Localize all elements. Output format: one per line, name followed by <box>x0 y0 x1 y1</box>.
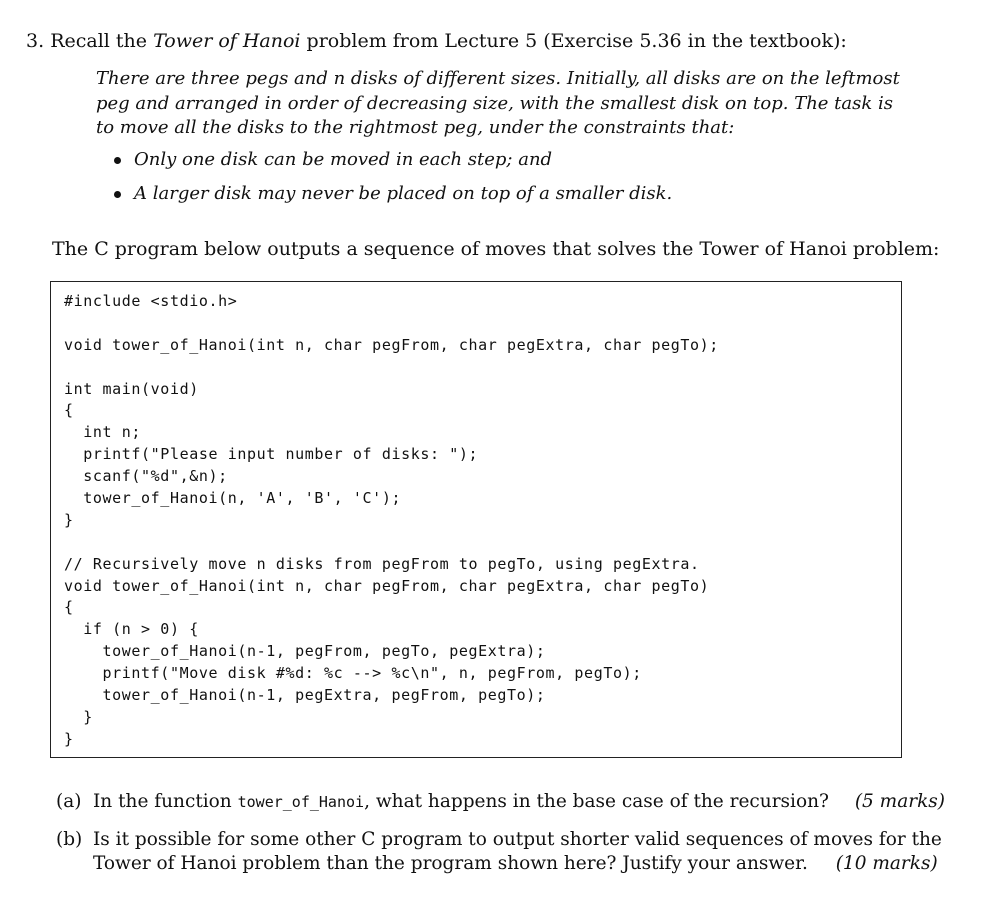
code-line: } <box>64 510 74 529</box>
code-line: tower_of_Hanoi(n-1, pegExtra, pegFrom, pegTo); <box>64 686 546 705</box>
question-text-before: Recall the <box>50 30 148 52</box>
part-b-line-2-row <box>93 852 938 876</box>
constraint-text: A larger disk may never be placed on top of a smaller disk. <box>134 183 673 204</box>
problem-line-3: to move all the disks to the rightmost peg, under the constraints that: <box>96 117 735 138</box>
code-line: printf("Move disk #%d: %c --> %c\n", n, pegFrom, pegTo); <box>64 664 642 683</box>
sub-questions <box>56 790 946 876</box>
code-line: #include <stdio.h> <box>64 292 238 310</box>
constraint-item <box>112 148 672 182</box>
problem-line-2: peg and arranged in order of decreasing size, with the smallest disk on top. The task is <box>96 92 893 114</box>
part-b <box>56 828 942 876</box>
question-title: Tower of Hanoi <box>153 30 301 52</box>
code-line <box>64 313 719 335</box>
code-line: if (n > 0) { <box>64 620 199 639</box>
code-listing-box <box>50 281 902 758</box>
code-listing <box>64 291 719 751</box>
code-line: int n; <box>64 423 142 442</box>
constraints-list <box>112 148 672 216</box>
part-a-marks: (5 marks) <box>854 791 946 812</box>
code-line: tower_of_Hanoi(n-1, pegFrom, pegTo, pegExtra); <box>64 642 546 661</box>
problem-line-1: There are three pegs and n disks of different sizes. Initially, all disks are on the leftmost <box>96 68 900 89</box>
part-b-line-2: Tower of Hanoi problem than the program shown here? Justify your answer. <box>93 853 808 874</box>
code-line: printf("Please input number of disks: "); <box>64 445 479 464</box>
program-intro: The C program below outputs a sequence of moves that solves the Tower of Hanoi problem: <box>52 238 940 260</box>
code-line: } <box>64 707 93 726</box>
bullet-icon <box>114 157 121 164</box>
part-a-text-before: In the function <box>93 791 232 812</box>
question-text-after: problem from Lecture 5 (Exercise 5.36 in the textbook): <box>306 30 847 52</box>
code-line: tower_of_Hanoi(n, 'A', 'B', 'C'); <box>64 489 402 508</box>
code-line: void tower_of_Hanoi(int n, char pegFrom, char pegExtra, char pegTo) <box>64 576 710 595</box>
code-line <box>64 532 719 554</box>
code-line: int main(void) <box>64 379 199 398</box>
part-a-text-after: , what happens in the base case of the recursion? <box>364 791 829 812</box>
code-line: } <box>64 729 74 748</box>
part-b-marks: (10 marks) <box>835 853 938 874</box>
code-line: { <box>64 401 74 420</box>
part-a-code-term: tower_of_Hanoi <box>237 793 365 811</box>
code-line: // Recursively move n disks from pegFrom to pegTo, using pegExtra. <box>64 554 700 573</box>
part-a <box>56 790 946 828</box>
code-line: scanf("%d",&n); <box>64 467 228 486</box>
question-heading <box>26 30 847 52</box>
constraint-text: Only one disk can be moved in each step; and <box>134 149 553 170</box>
code-line: { <box>64 598 74 617</box>
part-b-label: (b) <box>56 829 83 850</box>
constraint-item <box>112 182 672 216</box>
problem-statement <box>96 67 900 141</box>
code-line: void tower_of_Hanoi(int n, char pegFrom, char pegExtra, char pegTo); <box>64 335 719 354</box>
bullet-icon <box>114 191 121 198</box>
question-number: 3. <box>26 30 45 52</box>
part-a-label: (a) <box>56 791 82 812</box>
part-b-line-1: Is it possible for some other C program to output shorter valid sequences of moves for the <box>93 829 942 850</box>
code-line <box>64 357 719 379</box>
